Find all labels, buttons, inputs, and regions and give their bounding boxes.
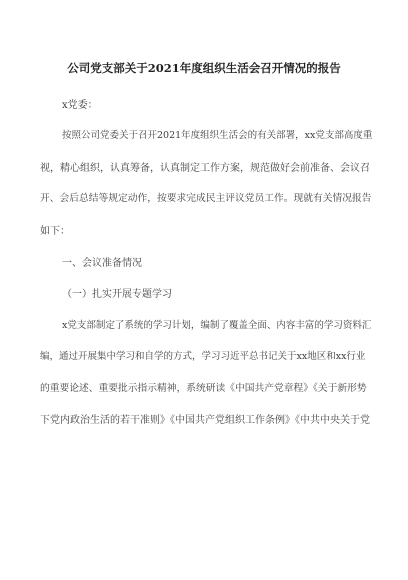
paragraph-line-2: 视，精心组织，认真筹备，认真制定工作方案，规范做好会前准备、会议召 xyxy=(40,163,370,174)
document-title: 公司党支部关于2021年度组织生活会召开情况的报告 xyxy=(67,61,341,75)
paragraph-line-8: 下党内政治生活的若干准则》《中国共产党组织工作条例》《中共中央关于党 xyxy=(40,415,370,426)
subsection-heading-1: （一）扎实开展专题学习 xyxy=(62,289,172,300)
salutation: x党委： xyxy=(62,100,98,111)
paragraph-line-7: 的重要论述、重要批示指示精神，系统研读《中国共产党章程》《关于新形势 xyxy=(40,383,367,394)
paragraph-line-3: 开、会后总结等规定动作，按要求完成民主评议党员工作。现就有关情况报告 xyxy=(40,193,372,204)
paragraph-line-5: x党支部制定了系统的学习计划，编制了覆盖全面、内容丰富的学习资料汇 xyxy=(62,320,372,331)
paragraph-line-1: 按照公司党委关于召开2021年度组织生活会的有关部署，xx党支部高度重 xyxy=(62,130,373,141)
paragraph-line-6: 编，通过开展集中学习和自学的方式，学习习近平总书记关于xx地区和xx行业 xyxy=(40,351,366,362)
section-heading-1: 一、会议准备情况 xyxy=(62,258,142,269)
paragraph-line-4: 如下： xyxy=(40,226,70,237)
